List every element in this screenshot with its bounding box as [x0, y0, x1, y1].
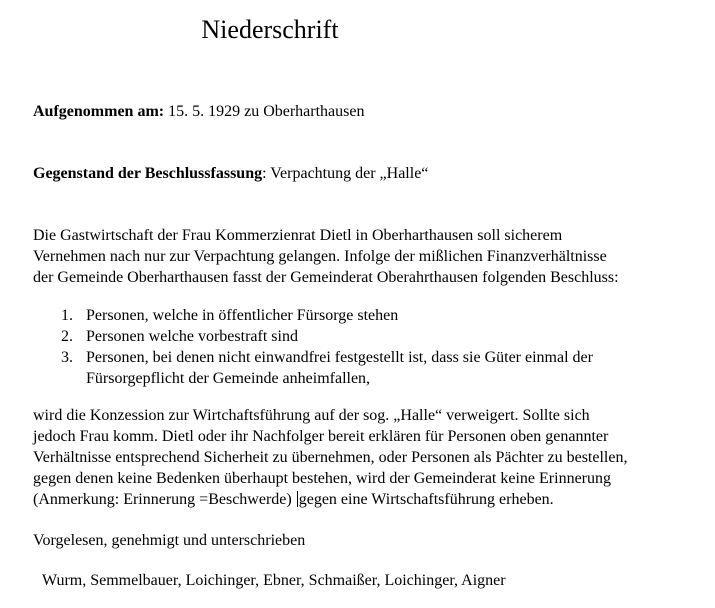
list-text: Personen, welche in öffentlicher Fürsorge stehen — [86, 307, 399, 324]
signatories-line: Wurm, Semmelbauer, Loichinger, Ebner, Schmaißer, Loichinger, Aigner — [42, 572, 506, 589]
list-number: 1. — [61, 307, 73, 324]
subject-label: Gegenstand der Beschlussfassung — [33, 165, 263, 182]
decision-last-line — [33, 489, 713, 510]
list-text-continued: Fürsorgepflicht der Gemeinde anheimfallen, — [86, 370, 371, 387]
subject-line — [33, 163, 428, 184]
intro-line: Die Gastwirtschaft der Frau Kommerzienrat Dietl in Oberharthausen soll sicherem — [33, 227, 563, 244]
document-title: Niederschrift — [201, 15, 339, 44]
recorded-value: 15. 5. 1929 zu Oberharthausen — [168, 103, 365, 120]
list-text: Personen welche vorbestraft sind — [86, 328, 298, 345]
list-number: 3. — [61, 349, 73, 366]
decision-line: Verhältnisse entsprechend Sicherheit zu übernehmen, oder Personen als Pächter zu bestellen, — [33, 449, 628, 466]
list-item — [33, 326, 713, 347]
decision-last-before: (Anmerkung: Erinnerung =Beschwerde) — [33, 491, 296, 508]
intro-line: der Gemeinde Oberharthausen fasst der Gemeinderat Oberahrthausen folgenden Beschluss: — [33, 269, 619, 286]
intro-line: Vernehmen nach nur zur Verpachtung gelangen. Infolge der mißlichen Finanzverhältnisse — [33, 248, 607, 265]
list-number: 2. — [61, 328, 73, 345]
decision-line: wird die Konzession zur Wirtchaftsführung auf der sog. „Halle“ verweigert. Sollte sich — [33, 407, 590, 424]
decision-paragraph — [33, 405, 713, 510]
list-item — [33, 347, 713, 389]
intro-paragraph — [33, 225, 713, 288]
subject-value: : Verpachtung der „Halle“ — [262, 165, 429, 182]
recorded-label: Aufgenommen am: — [33, 103, 165, 120]
condition-list — [33, 305, 713, 389]
read-approved-line: Vorgelesen, genehmigt und unterschrieben — [33, 532, 306, 549]
decision-line: jedoch Frau komm. Dietl oder ihr Nachfolger bereit erklären für Personen oben genannter — [33, 428, 609, 445]
decision-last-after: gegen eine Wirtschaftsführung erheben. — [298, 491, 554, 508]
recorded-line — [33, 101, 364, 122]
text-cursor — [297, 491, 298, 507]
list-item — [33, 305, 713, 326]
list-text: Personen, bei denen nicht einwandfrei festgestellt ist, dass sie Güter einmal der — [86, 349, 593, 366]
decision-line: gegen denen keine Bedenken überhaupt bestehen, wird der Gemeinderat keine Erinnerung — [33, 470, 611, 487]
